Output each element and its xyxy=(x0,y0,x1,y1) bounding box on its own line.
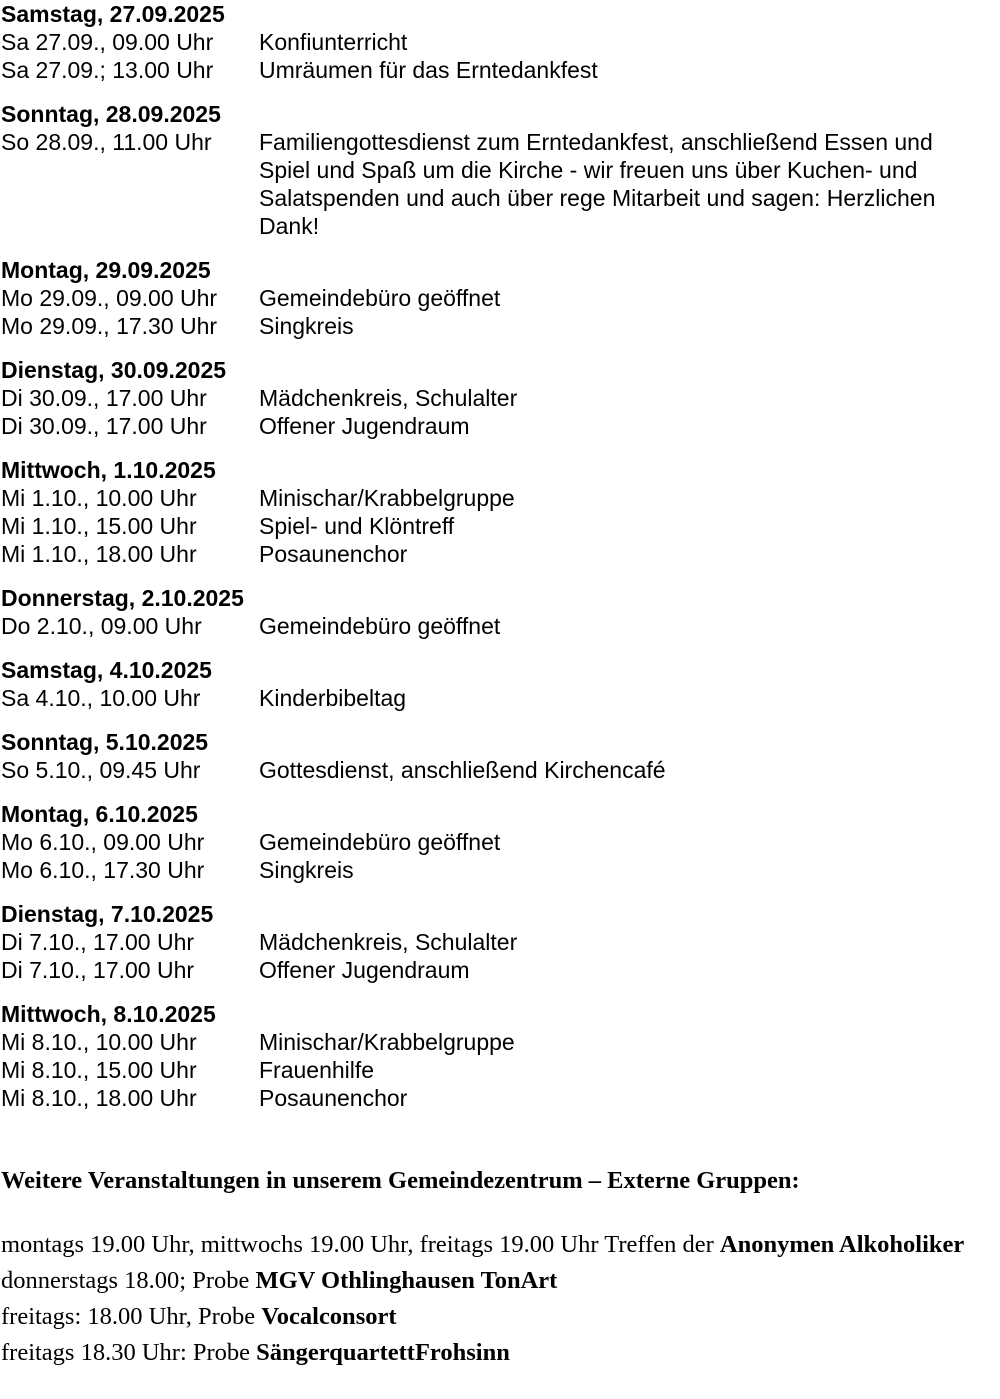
day-heading: Sonntag, 28.09.2025 xyxy=(1,101,221,127)
entry-time: Mi 8.10., 15.00 Uhr xyxy=(1,1057,197,1083)
external-group-schedule: freitags 18.30 Uhr: Probe xyxy=(1,1339,257,1366)
external-group-schedule: freitags: 18.00 Uhr, Probe xyxy=(1,1303,262,1330)
entry-time: Mo 6.10., 09.00 Uhr xyxy=(1,829,205,855)
entry-title: Minischar/Krabbelgruppe xyxy=(259,1029,515,1055)
entry-title: Mädchenkreis, Schulalter xyxy=(259,929,518,955)
entry-time: Mo 29.09., 17.30 Uhr xyxy=(1,313,218,339)
day-heading: Samstag, 4.10.2025 xyxy=(1,657,212,683)
entry-title: Gemeindebüro geöffnet xyxy=(259,285,501,311)
day-heading: Sonntag, 5.10.2025 xyxy=(1,729,209,755)
day-heading: Mittwoch, 8.10.2025 xyxy=(1,1001,216,1027)
schedule-entry xyxy=(1,384,986,412)
day-block xyxy=(1,1000,986,1112)
entry-time: Mi 1.10., 15.00 Uhr xyxy=(1,513,197,539)
schedule-entry xyxy=(1,28,986,56)
day-heading: Montag, 29.09.2025 xyxy=(1,257,211,283)
day-block xyxy=(1,356,986,440)
entry-time: So 28.09., 11.00 Uhr xyxy=(1,129,212,155)
entry-title: Umräumen für das Erntedankfest xyxy=(259,57,598,83)
external-group-schedule: montags 19.00 Uhr, mittwochs 19.00 Uhr, freitags 19.00 Uhr Treffen der xyxy=(1,1231,720,1258)
entry-title: Singkreis xyxy=(259,313,354,339)
entry-time: Sa 27.09.; 13.00 Uhr xyxy=(1,57,214,83)
day-heading: Dienstag, 30.09.2025 xyxy=(1,357,227,383)
entry-time: Mo 29.09., 09.00 Uhr xyxy=(1,285,218,311)
entry-title: Offener Jugendraum xyxy=(259,957,470,983)
external-group-schedule: donnerstags 18.00; Probe xyxy=(1,1267,256,1294)
entry-time: Di 30.09., 17.00 Uhr xyxy=(1,413,207,439)
entry-title: Gemeindebüro geöffnet xyxy=(259,829,501,855)
entry-title: Posaunenchor xyxy=(259,541,408,567)
day-block xyxy=(1,728,986,784)
entry-time: Mi 8.10., 18.00 Uhr xyxy=(1,1085,197,1111)
day-block xyxy=(1,800,986,884)
external-groups-heading: Weitere Veranstaltungen in unserem Gemeindezentrum – Externe Gruppen: xyxy=(1,1167,800,1194)
schedule-entry xyxy=(1,756,986,784)
day-block xyxy=(1,584,986,640)
external-group-name: Vocalconsort xyxy=(261,1303,397,1330)
schedule-entry xyxy=(1,412,986,440)
entry-time: Sa 4.10., 10.00 Uhr xyxy=(1,685,201,711)
schedule-entry xyxy=(1,928,986,956)
entry-time: So 5.10., 09.45 Uhr xyxy=(1,757,201,783)
schedule-entry xyxy=(1,684,986,712)
weekly-schedule xyxy=(1,0,986,1128)
entry-time: Mi 8.10., 10.00 Uhr xyxy=(1,1029,197,1055)
schedule-entry xyxy=(1,856,986,884)
schedule-entry xyxy=(1,828,986,856)
schedule-entry xyxy=(1,1056,986,1084)
entry-title: Posaunenchor xyxy=(259,1085,408,1111)
external-group-line xyxy=(1,1335,986,1371)
day-block xyxy=(1,256,986,340)
entry-title: Offener Jugendraum xyxy=(259,413,470,439)
schedule-entry xyxy=(1,956,986,984)
schedule-entry xyxy=(1,312,986,340)
entry-title: Frauenhilfe xyxy=(259,1057,375,1083)
entry-title: Konfiunterricht xyxy=(259,29,408,55)
external-group-line xyxy=(1,1299,986,1335)
day-block xyxy=(1,900,986,984)
external-group-line xyxy=(1,1263,986,1299)
entry-time: Di 7.10., 17.00 Uhr xyxy=(1,929,195,955)
external-groups-list xyxy=(1,1227,986,1371)
schedule-entry xyxy=(1,540,986,568)
entry-title: Kinderbibeltag xyxy=(259,685,407,711)
entry-time: Sa 27.09., 09.00 Uhr xyxy=(1,29,214,55)
entry-time: Mo 6.10., 17.30 Uhr xyxy=(1,857,205,883)
schedule-entry xyxy=(1,128,986,240)
schedule-entry xyxy=(1,512,986,540)
day-heading: Donnerstag, 2.10.2025 xyxy=(1,585,244,611)
entry-title: Gemeindebüro geöffnet xyxy=(259,613,501,639)
schedule-entry xyxy=(1,1084,986,1112)
day-block xyxy=(1,0,986,84)
entry-title: Gottesdienst, anschließend Kirchencafé xyxy=(259,757,666,783)
external-group-name: SängerquartettFrohsinn xyxy=(256,1339,510,1366)
entry-title: Singkreis xyxy=(259,857,354,883)
day-heading: Samstag, 27.09.2025 xyxy=(1,1,225,27)
entry-time: Mi 1.10., 18.00 Uhr xyxy=(1,541,197,567)
external-group-line xyxy=(1,1227,986,1263)
entry-time: Mi 1.10., 10.00 Uhr xyxy=(1,485,197,511)
entry-title: Mädchenkreis, Schulalter xyxy=(259,385,518,411)
day-block xyxy=(1,656,986,712)
entry-title: Familiengottesdienst zum Erntedankfest, anschließend Essen und Spiel und Spaß um die Kirche - wir freuen uns über Kuchen- und Salatspenden und auch über rege Mitarbeit und sagen: Herzlichen Dank! xyxy=(259,129,936,239)
external-group-name: MGV Othlinghausen TonArt xyxy=(255,1267,558,1294)
day-heading: Montag, 6.10.2025 xyxy=(1,801,198,827)
entry-title: Spiel- und Klöntreff xyxy=(259,513,455,539)
entry-time: Di 7.10., 17.00 Uhr xyxy=(1,957,195,983)
day-heading: Dienstag, 7.10.2025 xyxy=(1,901,214,927)
external-groups-section xyxy=(1,1165,986,1371)
schedule-entry xyxy=(1,612,986,640)
schedule-entry xyxy=(1,284,986,312)
day-heading: Mittwoch, 1.10.2025 xyxy=(1,457,216,483)
entry-title: Minischar/Krabbelgruppe xyxy=(259,485,515,511)
schedule-entry xyxy=(1,484,986,512)
schedule-entry xyxy=(1,56,986,84)
external-group-name: Anonymen Alkoholiker xyxy=(719,1231,965,1258)
entry-time: Di 30.09., 17.00 Uhr xyxy=(1,385,207,411)
day-block xyxy=(1,456,986,568)
day-block xyxy=(1,100,986,240)
entry-time: Do 2.10., 09.00 Uhr xyxy=(1,613,202,639)
schedule-entry xyxy=(1,1028,986,1056)
